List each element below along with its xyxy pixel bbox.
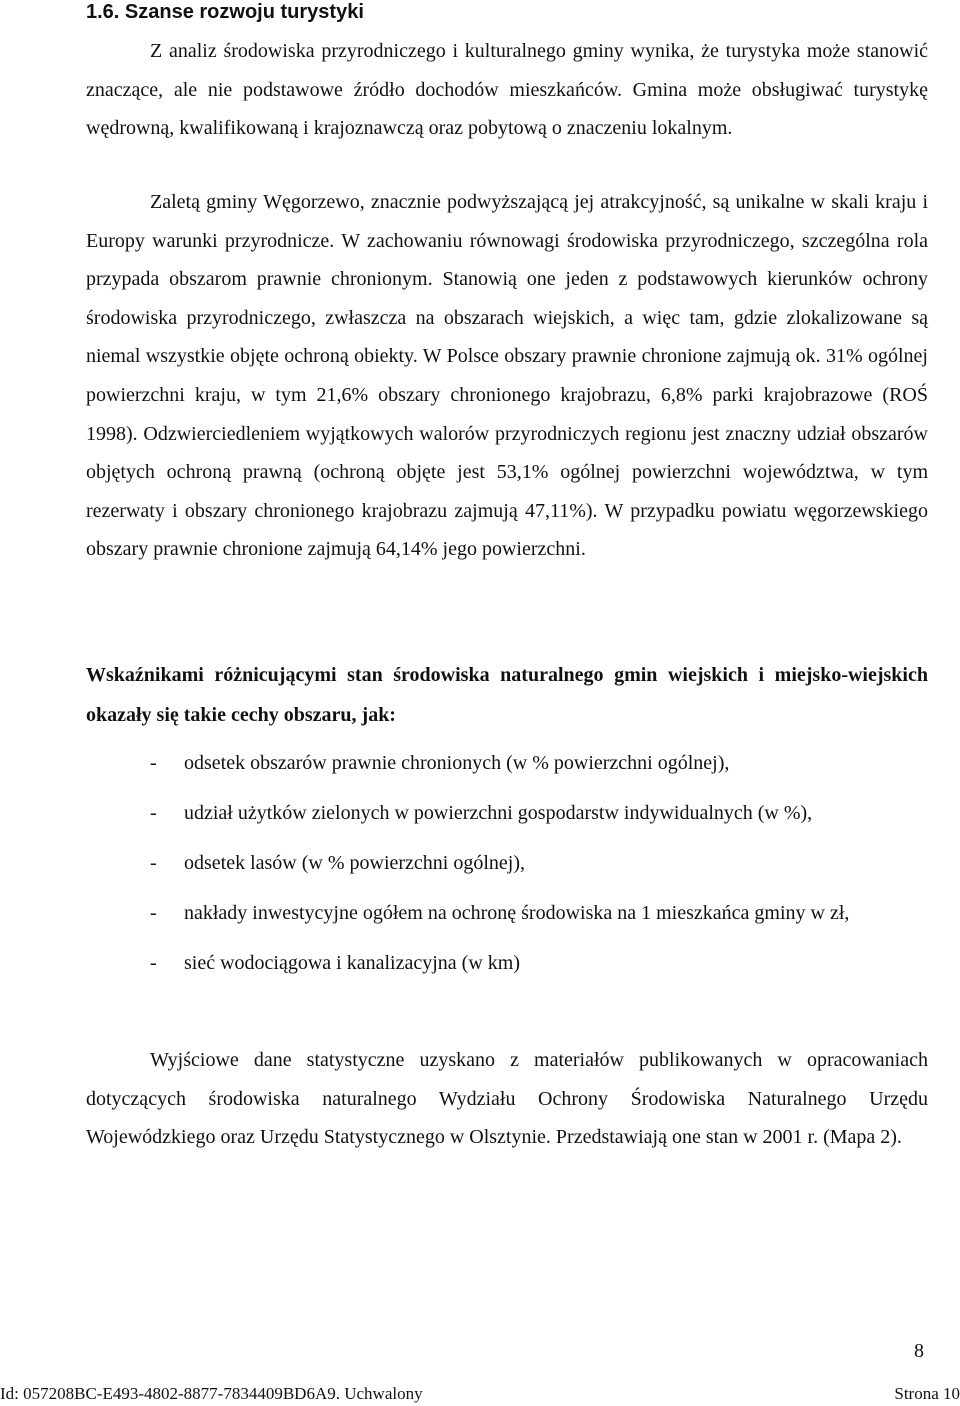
list-dash: -	[150, 752, 157, 774]
footer-document-id: Id: 057208BC-E493-4802-8877-7834409BD6A9. Uchwalony	[0, 1384, 423, 1403]
footer-page-label: Strona 10	[894, 1384, 960, 1403]
list-dash: -	[150, 802, 157, 824]
paragraph-tourism-potential: Z analiz środowiska przyrodniczego i kulturalnego gminy wynika, że turystyka może stanowić znaczące, ale nie podstawowe źródło dochodów mieszkańców. Gmina może obsługiwać turystykę wędrowną, kwalifikowaną i krajoznawczą oraz pobytową o znaczeniu lokalnym.	[86, 40, 928, 140]
list-item-text: odsetek obszarów prawnie chronionych (w % powierzchni ogólnej),	[184, 752, 730, 774]
list-item	[150, 744, 849, 794]
list-item-text: odsetek lasów (w % powierzchni ogólnej),	[184, 852, 526, 874]
list-item-text: nakłady inwestycyjne ogółem na ochronę środowiska na 1 mieszkańca gminy w zł,	[184, 902, 850, 924]
paragraph-natural-conditions: Zaletą gminy Węgorzewo, znacznie podwyższającą jej atrakcyjność, są unikalne w skali kraju i Europy warunki przyrodnicze. W zachowaniu równowagi środowiska przyrodniczego, szczególna rola przypada obszarom prawnie chronionym. Stanowią one jeden z podstawowych kierunków ochrony środowiska przyrodniczego, zwłaszcza na obszarach wiejskich, a więc tam, gdzie zlokalizowane są niemal wszystkie objęte ochroną obiekty. W Polsce obszary prawnie chronione zajmują ok. 31% ogólnej powierzchni kraju, w tym 21,6% obszary chronionego krajobrazu, 6,8% parki krajobrazowe (ROŚ 1998). Odzwierciedleniem wyjątkowych walorów przyrodniczych regionu jest znaczny udział obszarów objętych ochroną prawną (ochroną objęte jest 53,1% ogólnej powierzchni województwa, w tym rezerwaty i obszary chronionego krajobrazu zajmują 47,11%). W przypadku powiatu węgorzewskiego obszary prawnie chronione zajmują 64,14% jego powierzchni.	[86, 191, 928, 561]
list-item-text: udział użytków zielonych w powierzchni gospodarstw indywidualnych (w %),	[184, 802, 813, 824]
page-number: 8	[914, 1340, 924, 1362]
section-heading: 1.6. Szanse rozwoju turystyki	[86, 1, 364, 23]
list-dash: -	[150, 852, 157, 874]
list-item-text: sieć wodociągowa i kanalizacyjna (w km)	[184, 952, 520, 974]
list-item	[150, 794, 849, 844]
list-item	[150, 894, 849, 944]
indicators-intro: Wskaźnikami różnicującymi stan środowiska naturalnego gmin wiejskich i miejsko-wiejskich okazały się takie cechy obszaru, jak:	[86, 664, 928, 726]
list-dash: -	[150, 952, 157, 974]
list-dash: -	[150, 902, 157, 924]
indicators-list	[150, 744, 849, 994]
paragraph-data-sources: Wyjściowe dane statystyczne uzyskano z materiałów publikowanych w opracowaniach dotyczących środowiska naturalnego Wydziału Ochrony Środowiska Naturalnego Urzędu Wojewódzkiego oraz Urzędu Statystycznego w Olsztynie. Przedstawiają one stan w 2001 r. (Mapa 2).	[86, 1049, 928, 1149]
list-item	[150, 944, 849, 994]
list-item	[150, 844, 849, 894]
